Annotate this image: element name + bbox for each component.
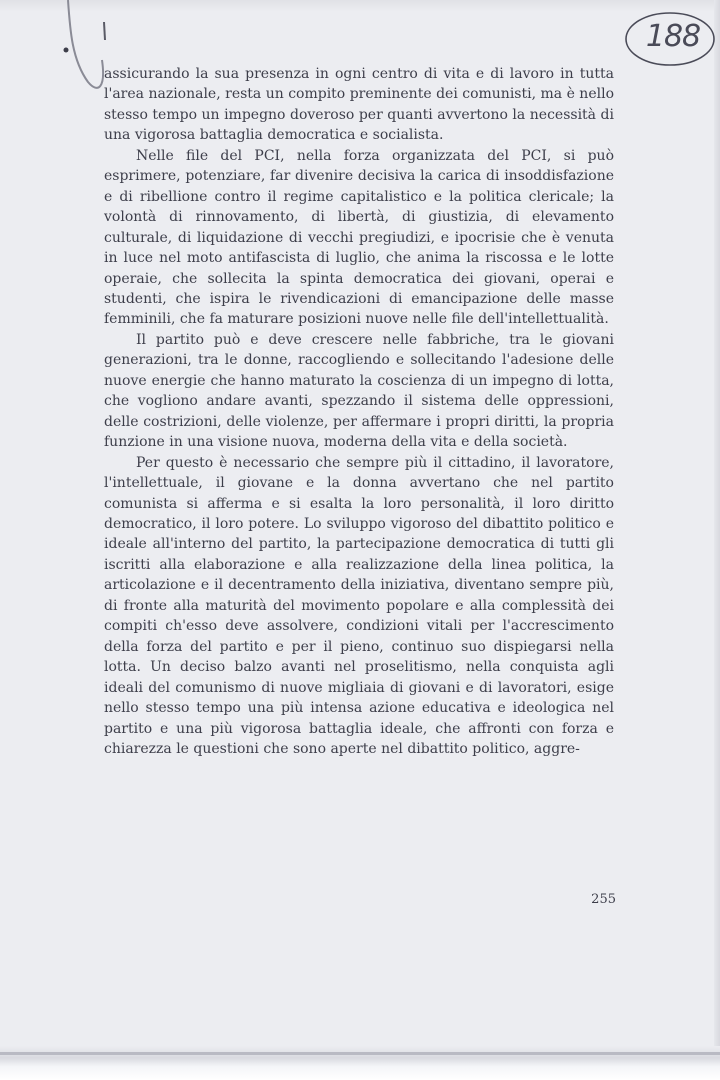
body-text: [104, 64, 614, 759]
handwritten-page-number: 188: [645, 19, 701, 54]
paragraph-1: assicurando la sua presenza in ogni centro di vita e di lavoro in tutta l'area nazionale, resta un compito preminente dei comunisti, ma è nello stesso tempo un impegno doveroso per quanti avvertono la necessità di una vigorosa battaglia democratica e socialista.: [104, 66, 614, 144]
paragraph-3: Il partito può e deve crescere nelle fabbriche, tra le giovani generazioni, tra le donne, raccogliendo e sollecitando l'adesione delle nuove energie che hanno maturato la coscienza di un impegno di lotta, che vogliono andare avanti, spezzando il sistema delle oppressioni, delle costrizioni, delle violenze, per affermare i propri diritti, la propria funzione in una visione nuova, moderna della vita e della società.: [104, 331, 614, 451]
page-right-shadow: [714, 0, 720, 1080]
page-number: 255: [591, 892, 616, 907]
paragraph-2: Nelle file del PCI, nella forza organizzata del PCI, si può esprimere, potenziare, far divenire decisiva la carica di insoddisfazione e di ribellione contro il regime capitalistico e la politica clericale; la volontà di rinnovamento, di libertà, di giustizia, di elevamento culturale, di liquidazione di vecchi pregiudizi, e ipocrisie che è venuta in luce nel moto antifascista di luglio, che anima la riscossa e le lotte operaie, che sollecita la spinta democratica dei giovani, operai e studenti, che ispira le rivendicazioni di emancipazione delle masse femminili, che fa maturare posizioni nuove nelle file dell'intellettualità.: [104, 147, 614, 328]
paragraph-4: Per questo è necessario che sempre più il cittadino, il lavoratore, l'intellettuale, il giovane e la donna avvertano che nel partito comunista si afferma e si esalta la loro personalità, il loro diritto democratico, il loro potere. Lo sviluppo vigoroso del dibattito politico e ideale all'interno del partito, la partecipazione democratica di tutti gli iscritti alla elaborazione e alla realizzazione della linea politica, la articolazione e il decentramento della iniziativa, diventano sempre più, di fronte alla maturità del movimento popolare e alla complessità dei compiti ch'esso deve assolvere, condizioni vitali per l'accrescimento della forza del partito e per il pieno, continuo suo dispiegarsi nella lotta. Un deciso balzo avanti nel proselitismo, nella conquista agli ideali del comunismo di nuove migliaia di giovani e di lavoratori, esige nello stesso tempo una più intensa azione educativa e ideologica nel partito e una più vigorosa battaglia ideale, che affronti con forza e chiarezza le questioni che sono aperte nel dibattito politico, aggre-: [104, 454, 614, 757]
page-bottom-line: [0, 1052, 720, 1055]
